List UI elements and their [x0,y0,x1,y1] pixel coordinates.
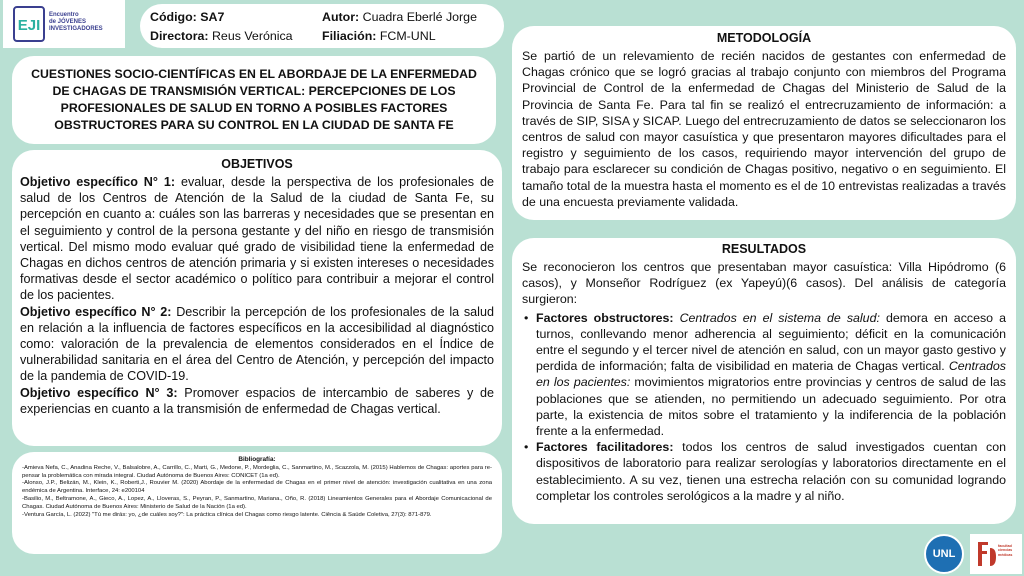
bibliografia-ref: -Basilio, M., Beltramone, A., Gieco, A., Lopez, A., Lloveras, S., Peyran, P., Sanmartino, Mariana., Oño, R. (2018) Lineamientos Generales para el Abordaje Comunicacional de Chagas. Ciudad Autónoma de Buenos Aires: Ministerio de Salud de la Nación (1a ed). [22,495,492,510]
list-item [522,310,1006,440]
bibliografia-ref: -Alonso, J.P., Belizán, M., Klein, K., Roberti,J., Rouvier M. (2020) Abordaje de la enfermedad de Chagas en el primer nivel de atención: investigación cualitativa en una zona endémica de Argentina. Interface, 24: e200104 [22,480,492,495]
objetivo-1 [20,174,494,304]
filiacion-field [322,27,436,46]
objetivo-3 [20,385,494,417]
factores-facilitadores-label: Factores facilitadores: [536,440,674,455]
objetivos-card [12,150,502,446]
list-item [522,439,1006,504]
bibliografia-heading: Bibliografía: [238,456,276,463]
objetivo-2-text: Describir la percepción de los profesionales de la salud en relación a la influencia de factores específicos en la accesibilidad al diagnóstico como: valoración de la prevalencia de elementos considerados en el Índice de vulnerabilidad sanitaria en el área del Centro de Atención, y percepción del impacto de la pandemia de COVID-19. [20,304,494,384]
objetivos-body [20,174,494,417]
title-card [12,56,496,144]
codigo-value: SA7 [200,10,225,24]
poster-title: CUESTIONES SOCIO-CIENTÍFICAS EN EL ABORDAJE DE LA ENFERMEDAD DE CHAGAS DE TRANSMISIÓN VERTICAL: PERCEPCIONES DE LOS PROFESIONALES DE SALUD EN TORNO A POSIBLES FACTORES OBSTRUCTORES PARA SU CONTROL EN LA CIUDAD DE SANTA FE [31,67,477,132]
bibliografia-list [22,465,492,520]
meta-info-card [140,4,504,48]
directora-field [150,27,322,46]
fcm-logo [970,534,1022,574]
codigo-label: Código: [150,10,197,24]
filiacion-value: FCM-UNL [379,29,436,43]
bibliografia-card [12,452,502,554]
resultados-body [522,259,1006,504]
metodologia-heading: METODOLOGÍA [716,31,812,45]
unl-logo-text: UNL [932,548,956,560]
resultados-intro: Se reconocieron los centros que presentaban mayor casuística: Villa Hipódromo (6 casos), y Monseñor Rodríguez (ex Yapeyú)(6 casos). Del análisis de categoría surgieron: [522,260,1006,307]
objetivo-3-text: Promover espacios de intercambio de saberes y de experiencias en cuanto a la transmisión de enfermedad de Chagas vertical. [20,385,494,416]
objetivo-3-label: Objetivo específico N° 3: [20,385,178,400]
eji-logo-icon [13,6,45,42]
objetivos-heading: OBJETIVOS [221,157,293,171]
fcm-logo-text: facultad ciencias médicas [998,544,1013,557]
resultados-card [512,238,1016,524]
metodologia-text: Se partió de un relevamiento de recién nacidos de gestantes con enfermedad de Chagas crónico que se logró gracias al trabajo conjunto con miembros del Programa Provincial de Control de la enfermedad de Chagas del Ministerio de Salud de la Provincia de Santa Fe. Para tal fin se realizó el entrecruzamiento de información: a través de SIP, SISA y SICAP. Luego del entrecruzamiento de datos se seleccionaron los centros de salud con mayor casuística y que presentaron mayores dificultades para el registro y seguimiento de los casos, requiriendo mayor intervención del grupo de trabajo para esclarecer su condición de Chagas positivo, negativo o en seguimiento. El tamaño total de la muestra hasta el momento es el de 10 entrevistas realizadas a través de una encuesta previamente validada. [522,49,1006,209]
objetivo-2-label: Objetivo específico N° 2: [20,304,172,319]
meta-row-2 [150,27,494,46]
bibliografia-ref: -Ventura García, L. (2022) "Tú me dirás: yo, ¿de cuáles soy?": La práctica clínica del Chagas como riesgo latente. Ciência & Saúde Coletiva, 27(3): 871-879. [22,511,432,518]
logo-text [49,12,125,33]
codigo-field [150,8,322,27]
directora-value: Reus Verónica [211,29,293,43]
autor-label: Autor: [322,10,360,24]
factores-obstructores-sub1: Centrados en el sistema de salud: [679,310,880,325]
factores-facilitadores-text: todos los centros de salud investigados cuentan con dispositivos de laboratorio para realizar serologías y laboratorios directamente en el establecimiento. A su vez, tienen una estrecha relación con su comunidad logrando completar los controles serológicos a la madre y al niño. [536,440,1006,503]
factores-obstructores-text2: movimientos migratorios entre provincias y centros de salud de las poblaciones que se atienden, no permitiendo un adecuado seguimiento. Por otra parte, la existencia de mitos sobre el tratamiento y la indiferencia de la población frente a la enfermedad. [536,375,1006,439]
autor-value: Cuadra Eberlé Jorge [362,10,477,24]
factores-obstructores-text1: demora en acceso a turnos, conllevando menor adherencia al seguimiento; déficit en la comunicación entre el segundo y el tercer nivel de atención en salud, con un mayor gasto gestivo y perdida de información; falta de visibilidad en materia de Chagas vertical. [536,310,1006,374]
objetivo-1-label: Objetivo específico N° 1: [20,175,176,189]
factores-obstructores-label: Factores obstructores: [536,310,674,325]
directora-label: Directora: [150,29,209,43]
fcm-logo-icon [974,538,998,570]
bullet-icon: • [524,440,529,455]
metodologia-card [512,26,1016,220]
resultados-list [522,310,1006,504]
event-logo [3,0,125,48]
logo-mark-text: EJI [17,17,41,34]
logo-text-line2: de JÓVENES [49,19,87,25]
logo-text-line3: INVESTIGADORES [49,26,103,32]
unl-logo [924,534,964,574]
objetivo-1-text: evaluar, desde la perspectiva de los profesionales de salud de los Centros de Atención de la Salud de la ciudad de Santa Fe, su percepción en cuanto a: cuáles son las barreras y necesidades que se presentan en el seguimiento y control de la persona gestante y del niño en riesgo de transmisión vertical. Del mismo modo evaluar qué grado de visibilidad tiene la enfermedad de Chagas en dichos centros de atención primaria y si existen intereses o necesidades formativas desde el sector académico o político para contribuir a mejorar el control de los pacientes. [20,175,494,303]
autor-field [322,8,477,27]
bullet-icon: • [524,310,529,325]
filiacion-label: Filiación: [322,29,377,43]
resultados-heading: RESULTADOS [721,242,807,256]
meta-row-1 [150,8,494,27]
logo-text-line1: Encuentro [49,12,79,18]
factores-obstructores-sub2: Centrados en los pacientes: [536,359,1006,390]
objetivo-2 [20,304,494,385]
bibliografia-ref: -Amieva Nefa, C., Anadina Reche, V., Balsalobre, A., Carrillo, C., Marti, G., Medone, P., Mordeglia, C., Sanmartino, M., Scazzola, M. (2015) Hablemos de Chagas: aportes para re-pensar la problemática con mirada integral. Ciudad Autónoma de Buenos Aires: CONICET (1a ed). [22,464,492,479]
